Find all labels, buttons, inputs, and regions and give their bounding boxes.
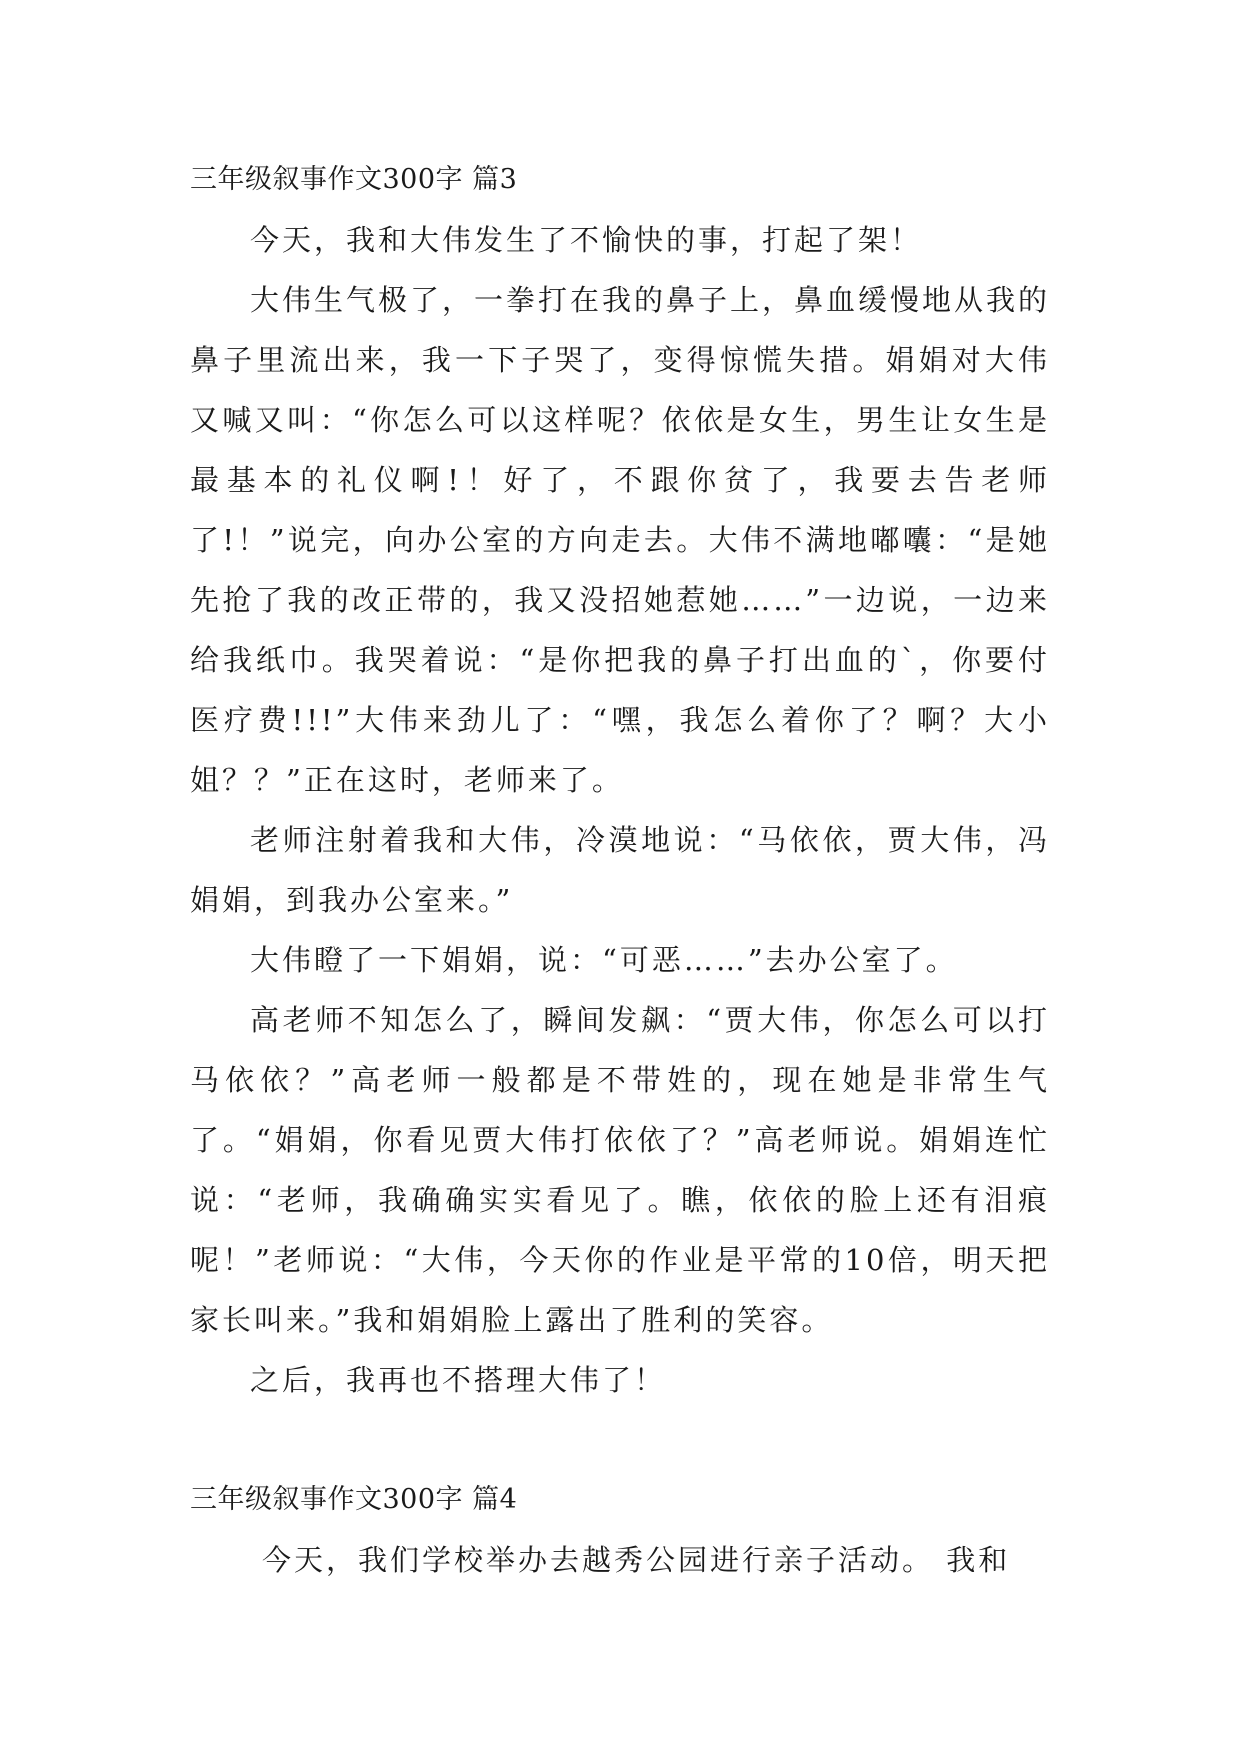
essay-section-4: [190, 1470, 1050, 1590]
document-page: [190, 150, 1050, 1590]
essay-section-3: [190, 150, 1050, 1410]
paragraph: 今天，我和大伟发生了不愉快的事，打起了架！: [250, 223, 923, 257]
paragraph: 高老师不知怎么了，瞬间发飙：“贾大伟，你怎么可以打马依依？”高老师一般都是不带姓的，现在她是非常生气了。“娟娟，你看见贾大伟打依依了？”高老师说。娟娟连忙说：“老师，我确确实实看见了。瞧，依依的脸上还有泪痕呢！”老师说：“大伟，今天你的作业是平常的10倍，明天把家长叫来。”我和娟娟脸上露出了胜利的笑容。: [190, 1003, 1050, 1337]
section-title: 三年级叙事作文300字 篇4: [190, 1484, 518, 1515]
paragraph: 老师注射着我和大伟，冷漠地说：“马依依，贾大伟，冯娟娟，到我办公室来。”: [190, 823, 1050, 917]
paragraph: 大伟瞪了一下娟娟，说：“可恶……”去办公室了。: [250, 943, 958, 977]
section-gap: [190, 1410, 1050, 1470]
paragraph: 之后，我再也不搭理大伟了！: [250, 1363, 667, 1397]
section-title: 三年级叙事作文300字 篇3: [190, 164, 518, 195]
paragraph: 今天，我们学校举办去越秀公园进行亲子活动。 我和: [262, 1543, 1011, 1577]
paragraph: 大伟生气极了，一拳打在我的鼻子上，鼻血缓慢地从我的鼻子里流出来，我一下子哭了，变得惊慌失措。娟娟对大伟又喊又叫：“你怎么可以这样呢？依依是女生，男生让女生是最基本的礼仪啊!！好了，不跟你贫了，我要去告老师了!！”说完，向办公室的方向走去。大伟不满地嘟囔：“是她先抢了我的改正带的，我又没招她惹她……”一边说，一边来给我纸巾。我哭着说：“是你把我的鼻子打出血的`，你要付医疗费!!!”大伟来劲儿了：“嘿，我怎么着你了？啊？大小姐？？”正在这时，老师来了。: [190, 283, 1051, 797]
